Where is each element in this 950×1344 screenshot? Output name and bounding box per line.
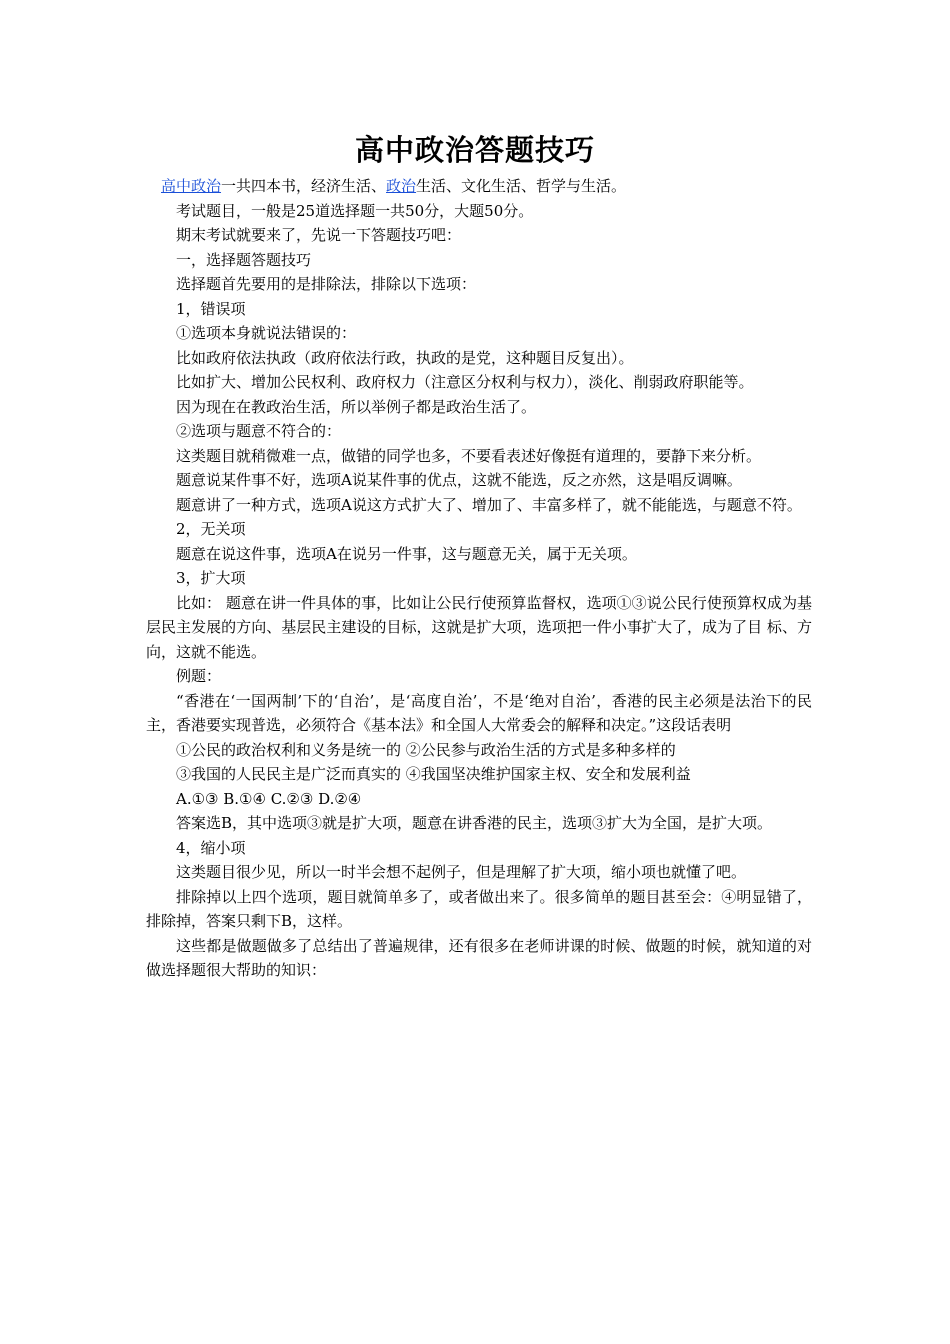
paragraph: 排除掉以上四个选项，题目就简单多了，或者做出来了。很多简单的题目甚至会：④明显错了，排除掉，答案只剩下B，这样。 [146, 887, 812, 930]
example-options: ①公民的政治权利和义务是统一的 ②公民参与政治生活的方式是多种多样的 [176, 740, 676, 759]
intro-paragraph [146, 174, 812, 199]
subsection-heading: 1，错误项 [176, 299, 246, 318]
paragraph: 题意在说这件事，选项A在说另一件事，这与题意无关，属于无关项。 [176, 544, 637, 563]
paragraph: ②选项与题意不符合的： [176, 422, 342, 440]
document-body [146, 174, 812, 983]
example-choices: A.①③ B.①④ C.②③ D.②④ [176, 789, 362, 808]
paragraph: 这类题目就稍微难一点，做错的同学也多，不要看表述好像挺有道理的，要静下来分析。 [176, 446, 762, 465]
paragraph: ①选项本身就说法错误的： [176, 324, 357, 342]
intro-text-1: 一共四本书，经济生活、 [221, 177, 387, 195]
paragraph: 题意说某件事不好，选项A说某件事的优点，这就不能选，反之亦然，这是唱反调嘛。 [176, 471, 742, 489]
subsection-heading: 3，扩大项 [176, 569, 246, 587]
subsection-heading: 4，缩小项 [176, 838, 246, 857]
paragraph: 比如扩大、增加公民权利、政府权力（注意区分权利与权力），淡化、削弱政府职能等。 [176, 373, 754, 391]
paragraph: 因为现在在教政治生活，所以举例子都是政治生活了。 [176, 397, 537, 416]
link-gaozhong-zhengzhi[interactable]: 高中政治 [161, 177, 222, 195]
example-label: 例题： [176, 667, 222, 685]
paragraph: 比如： 题意在讲一件具体的事，比如让公民行使预算监督权，选项①③说公民行使预算权成为基 层民主发展的方向、基层民主建设的目标，这就是扩大项，选项把一件小事扩大了，成为了目 标、方向，这就不能选。 [146, 593, 812, 661]
intro-text-2: 生活、文化生活、哲学与生活。 [416, 177, 627, 195]
paragraph: 这类题目很少见，所以一时半会想不起例子，但是理解了扩大项，缩小项也就懂了吧。 [176, 863, 747, 881]
section-heading: 一，选择题答题技巧 [176, 250, 312, 269]
example-question: “香港在‘一国两制’下的‘自治’，是‘高度自治’，不是‘绝对自治’，香港的民主必须是法治下的民主，香港要实现普选，必须符合《基本法》和全国人大常委会的解释和决定。”这段话表明 [146, 691, 812, 734]
paragraph: 题意讲了一种方式，选项A说这方式扩大了、增加了、丰富多样了，就不能能选，与题意不符。 [176, 495, 802, 514]
example-options: ③我国的人民民主是广泛而真实的 ④我国坚决维护国家主权、安全和发展利益 [176, 765, 691, 783]
paragraph: 这些都是做题做多了总结出了普遍规律，还有很多在老师讲课的时候、做题的时候，就知道的对做选择题很大帮助的知识： [146, 936, 812, 979]
link-zhengzhi[interactable]: 政治 [386, 177, 417, 195]
paragraph: 考试题目，一般是25道选择题一共50分，大题50分。 [176, 201, 534, 220]
paragraph: 期末考试就要来了，先说一下答题技巧吧： [176, 226, 462, 244]
paragraph: 选择题首先要用的是排除法，排除以下选项： [176, 275, 477, 293]
paragraph: 比如政府依法执政（政府依法行政，执政的是党，这种题目反复出）。 [176, 348, 634, 367]
document-title: 高中政治答题技巧 [354, 133, 595, 167]
subsection-heading: 2，无关项 [176, 520, 246, 538]
example-answer: 答案选B，其中选项③就是扩大项，题意在讲香港的民主，选项③扩大为全国，是扩大项。 [176, 814, 773, 832]
